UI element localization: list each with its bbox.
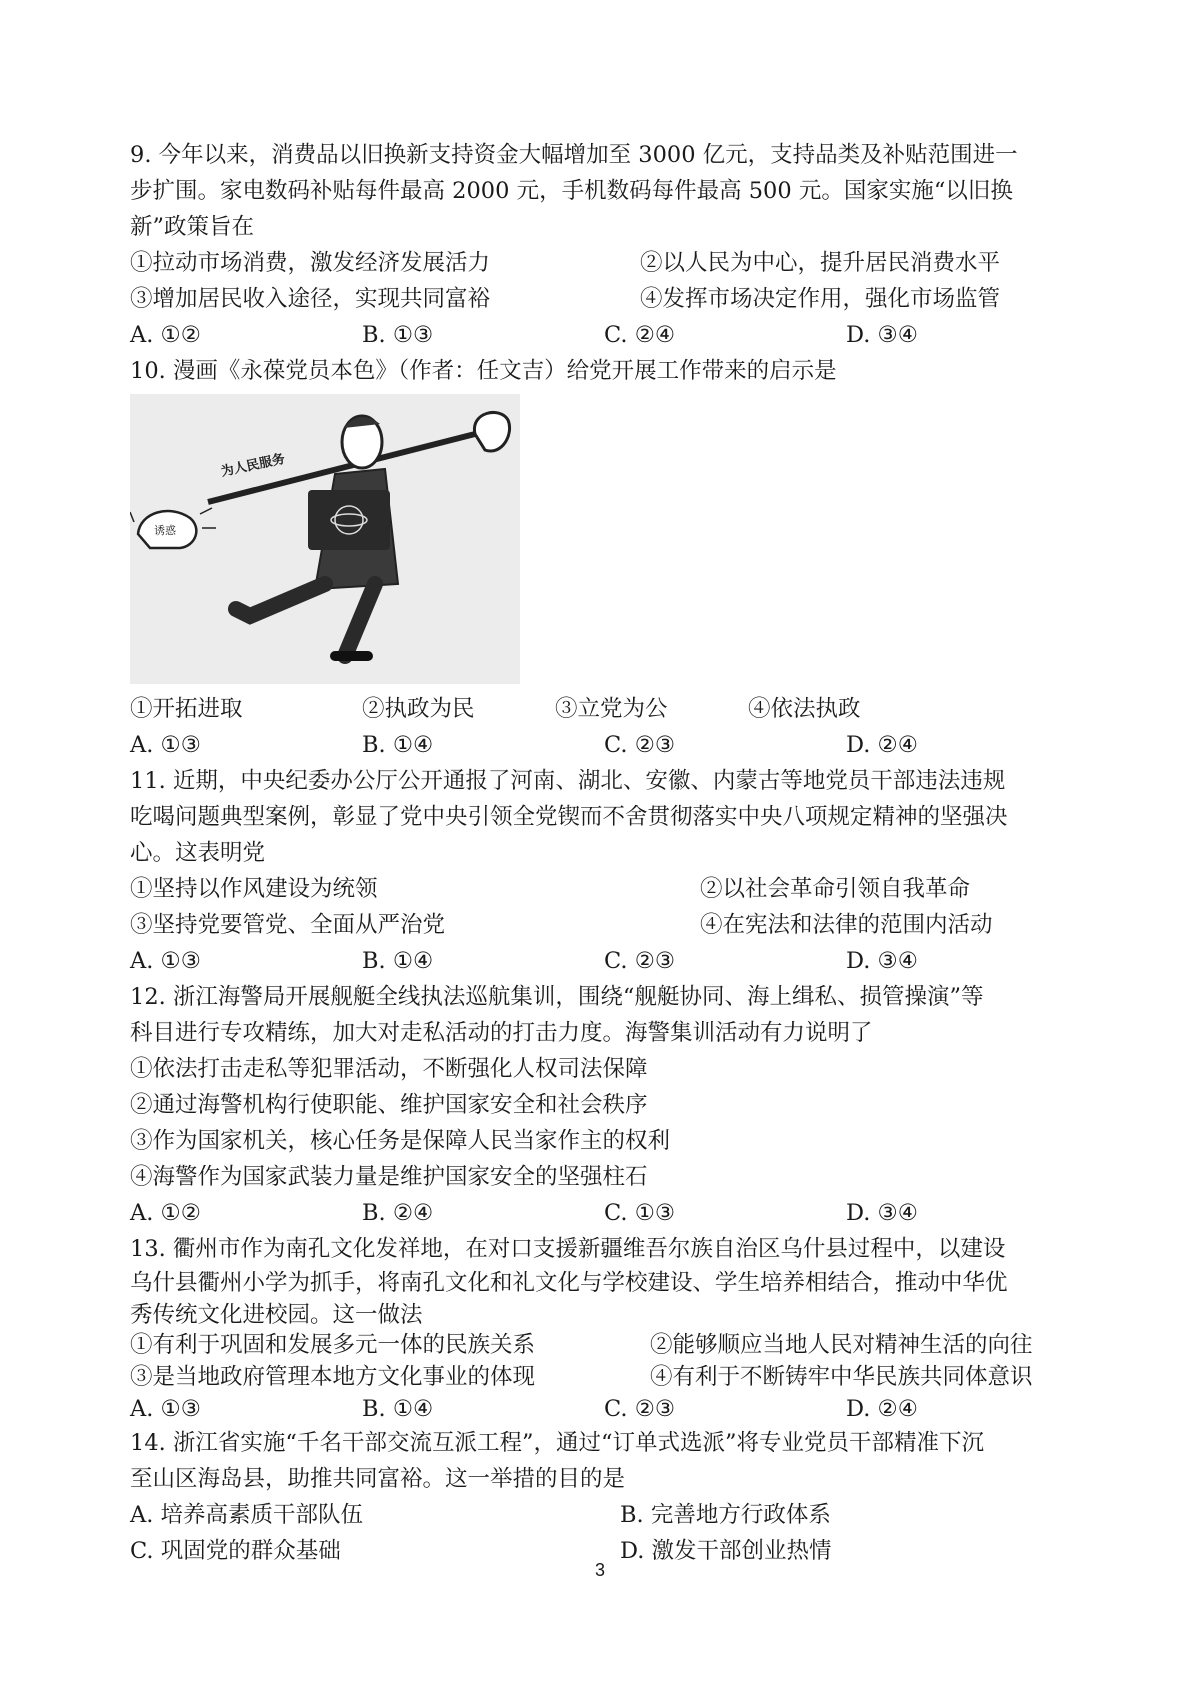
q9-item-3: ③增加居民收入途径，实现共同富裕 [130, 286, 491, 312]
q12-stem-line-2: 科目进行专攻精练，加大对走私活动的打击力度。海警集训活动有力说明了 [130, 1020, 873, 1046]
q11-item-4: ④在宪法和法律的范围内活动 [700, 912, 993, 938]
q10-stem: 10. 漫画《永葆党员本色》（作者：任文吉）给党开展工作带来的启示是 [130, 358, 837, 384]
q12-choice-c: C. ①③ [604, 1200, 676, 1226]
q11-choice-c: C. ②③ [604, 948, 676, 974]
q9-choice-b: B. ①③ [362, 322, 434, 348]
q11-item-3: ③坚持党要管党、全面从严治党 [130, 912, 446, 938]
q13-item-4: ④有利于不断铸牢中华民族共同体意识 [650, 1364, 1033, 1390]
q14-stem-line-1: 14. 浙江省实施“千名干部交流互派工程”，通过“订单式选派”将专业党员干部精准下沉 [130, 1430, 984, 1456]
q11-stem-line-2: 吃喝问题典型案例，彰显了党中央引领全党锲而不舍贯彻落实中央八项规定精神的坚强决 [130, 804, 1008, 830]
q12-item-1: ①依法打击走私等犯罪活动，不断强化人权司法保障 [130, 1056, 648, 1082]
q14-choice-c: C. 巩固党的群众基础 [130, 1538, 341, 1564]
q9-stem-line-2: 步扩围。家电数码补贴每件最高 2000 元，手机数码每件最高 500 元。国家实施“以旧换 [130, 178, 1013, 204]
q9-stem-line-3: 新”政策旨在 [130, 214, 255, 240]
page-number: 3 [594, 1560, 605, 1580]
q14-stem-line-2: 至山区海岛县，助推共同富裕。这一举措的目的是 [130, 1466, 626, 1492]
q13-choice-c: C. ②③ [604, 1396, 676, 1422]
q14-choice-d: D. 激发干部创业热情 [620, 1538, 832, 1564]
q9-choice-c: C. ②④ [604, 322, 676, 348]
q12-item-2: ②通过海警机构行使职能、维护国家安全和社会秩序 [130, 1092, 648, 1118]
q9-item-4: ④发挥市场决定作用，强化市场监管 [640, 286, 1001, 312]
q10-choice-a: A. ①③ [130, 732, 201, 758]
q12-choice-a: A. ①② [130, 1200, 201, 1226]
q12-choice-b: B. ②④ [362, 1200, 434, 1226]
q10-item-3: ③立党为公 [555, 696, 668, 722]
q9-item-2: ②以人民为中心，提升居民消费水平 [640, 250, 1001, 276]
q10-item-1: ①开拓进取 [130, 696, 243, 722]
q11-item-1: ①坚持以作风建设为统领 [130, 876, 378, 902]
q13-item-3: ③是当地政府管理本地方文化事业的体现 [130, 1364, 536, 1390]
q14-choice-b: B. 完善地方行政体系 [620, 1502, 831, 1528]
q10-choice-c: C. ②③ [604, 732, 676, 758]
q11-stem-line-1: 11. 近期，中央纪委办公厅公开通报了河南、湖北、安徽、内蒙古等地党员干部违法违规 [130, 768, 1006, 794]
comic-pole-text: 为人民服务 [219, 451, 287, 480]
q9-stem-line-1: 9. 今年以来，消费品以旧换新支持资金大幅增加至 3000 亿元，支持品类及补贴范围进一 [130, 142, 1018, 168]
q11-item-2: ②以社会革命引领自我革命 [700, 876, 971, 902]
q13-stem-line-3: 秀传统文化进校园。这一做法 [130, 1302, 423, 1328]
q12-item-3: ③作为国家机关，核心任务是保障人民当家作主的权利 [130, 1128, 671, 1154]
q14-choice-a: A. 培养高素质干部队伍 [130, 1502, 364, 1528]
q12-choice-d: D. ③④ [846, 1200, 918, 1226]
q11-stem-line-3: 心。这表明党 [130, 840, 266, 866]
q12-stem-line-1: 12. 浙江海警局开展舰艇全线执法巡航集训，围绕“舰艇协同、海上缉私、损管操演”等 [130, 984, 984, 1010]
q9-choice-d: D. ③④ [846, 322, 918, 348]
q13-choice-d: D. ②④ [846, 1396, 918, 1422]
q10-choice-d: D. ②④ [846, 732, 918, 758]
q9-item-1: ①拉动市场消费，激发经济发展活力 [130, 250, 491, 276]
q13-stem-line-2: 乌什县衢州小学为抓手，将南孔文化和礼文化与学校建设、学生培养相结合，推动中华优 [130, 1270, 1008, 1296]
q12-item-4: ④海警作为国家武装力量是维护国家安全的坚强柱石 [130, 1164, 648, 1190]
q10-choice-b: B. ①④ [362, 732, 434, 758]
comic-bag-text: 诱惑 [154, 524, 176, 537]
q9-choice-a: A. ①② [130, 322, 201, 348]
q13-choice-a: A. ①③ [130, 1396, 201, 1422]
q10-item-2: ②执政为民 [362, 696, 475, 722]
q11-choice-b: B. ①④ [362, 948, 434, 974]
comic-image [130, 394, 520, 684]
q11-choice-a: A. ①③ [130, 948, 201, 974]
q10-item-4: ④依法执政 [748, 696, 861, 722]
q13-item-1: ①有利于巩固和发展多元一体的民族关系 [130, 1332, 536, 1358]
q13-item-2: ②能够顺应当地人民对精神生活的向往 [650, 1332, 1033, 1358]
q11-choice-d: D. ③④ [846, 948, 918, 974]
q13-stem-line-1: 13. 衢州市作为南孔文化发祥地，在对口支援新疆维吾尔族自治区乌什县过程中，以建设 [130, 1236, 1006, 1262]
q13-choice-b: B. ①④ [362, 1396, 434, 1422]
